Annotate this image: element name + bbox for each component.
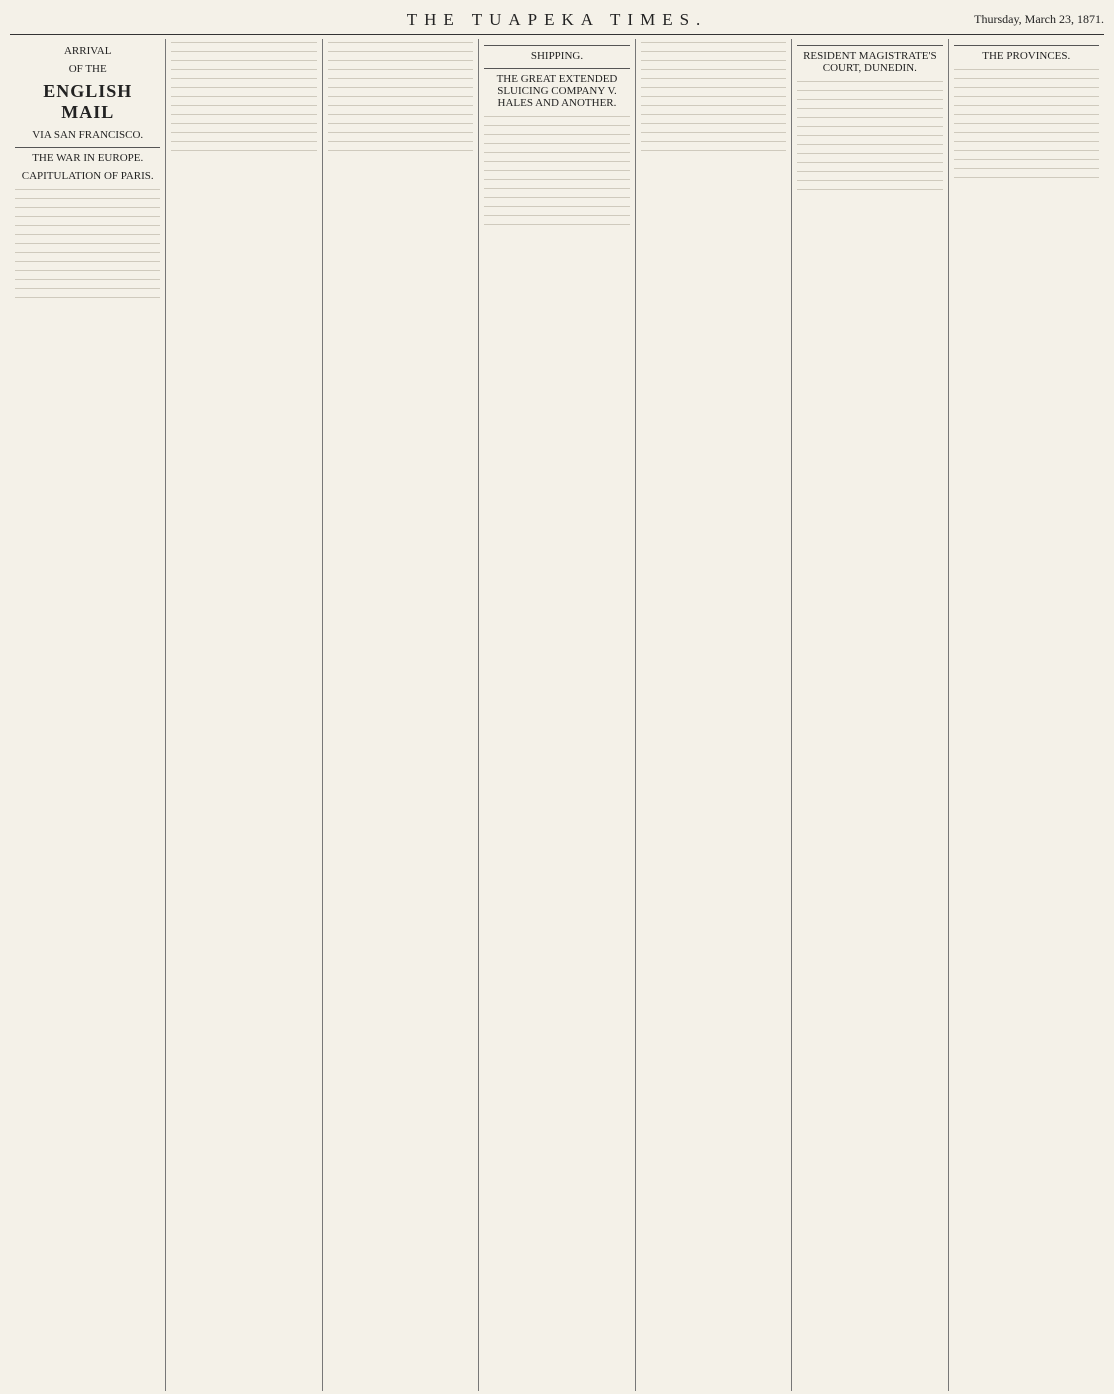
column-2 — [166, 39, 322, 1391]
column-7 — [949, 39, 1104, 1391]
heading-shipping: SHIPPING. — [484, 45, 629, 62]
column-3 — [323, 39, 479, 1391]
body-text — [15, 186, 160, 306]
heading-arrival: ARRIVAL — [63, 45, 112, 57]
body-text — [641, 39, 786, 159]
text-columns — [10, 39, 1104, 1391]
heading-provinces: THE PROVINCES. — [954, 45, 1099, 62]
body-text — [484, 113, 629, 233]
heading-magistrates-court: RESIDENT MAGISTRATE'S COURT, DUNEDIN. — [797, 45, 942, 74]
issue-date: Thursday, March 23, 1871. — [974, 12, 1104, 26]
body-text — [171, 39, 316, 159]
body-text — [797, 78, 942, 198]
column-6 — [792, 39, 948, 1391]
heading-of-the: OF THE — [68, 63, 107, 75]
masthead — [10, 6, 1104, 35]
heading-sluicing-case: THE GREAT EXTENDED SLUICING COMPANY V. HALES AND ANOTHER. — [484, 68, 629, 109]
newspaper-title: THE TUAPEKA TIMES. — [406, 10, 708, 29]
body-text — [328, 39, 473, 159]
heading-via: VIA SAN FRANCISCO. — [32, 129, 144, 141]
column-4 — [479, 39, 635, 1391]
column-5 — [636, 39, 792, 1391]
heading-war: THE WAR IN EUROPE. — [15, 147, 160, 164]
column-1 — [10, 39, 166, 1391]
body-text — [954, 66, 1099, 186]
heading-english-mail: ENGLISH MAIL — [43, 81, 133, 122]
heading-capitulation: CAPITULATION OF PARIS. — [21, 170, 154, 182]
